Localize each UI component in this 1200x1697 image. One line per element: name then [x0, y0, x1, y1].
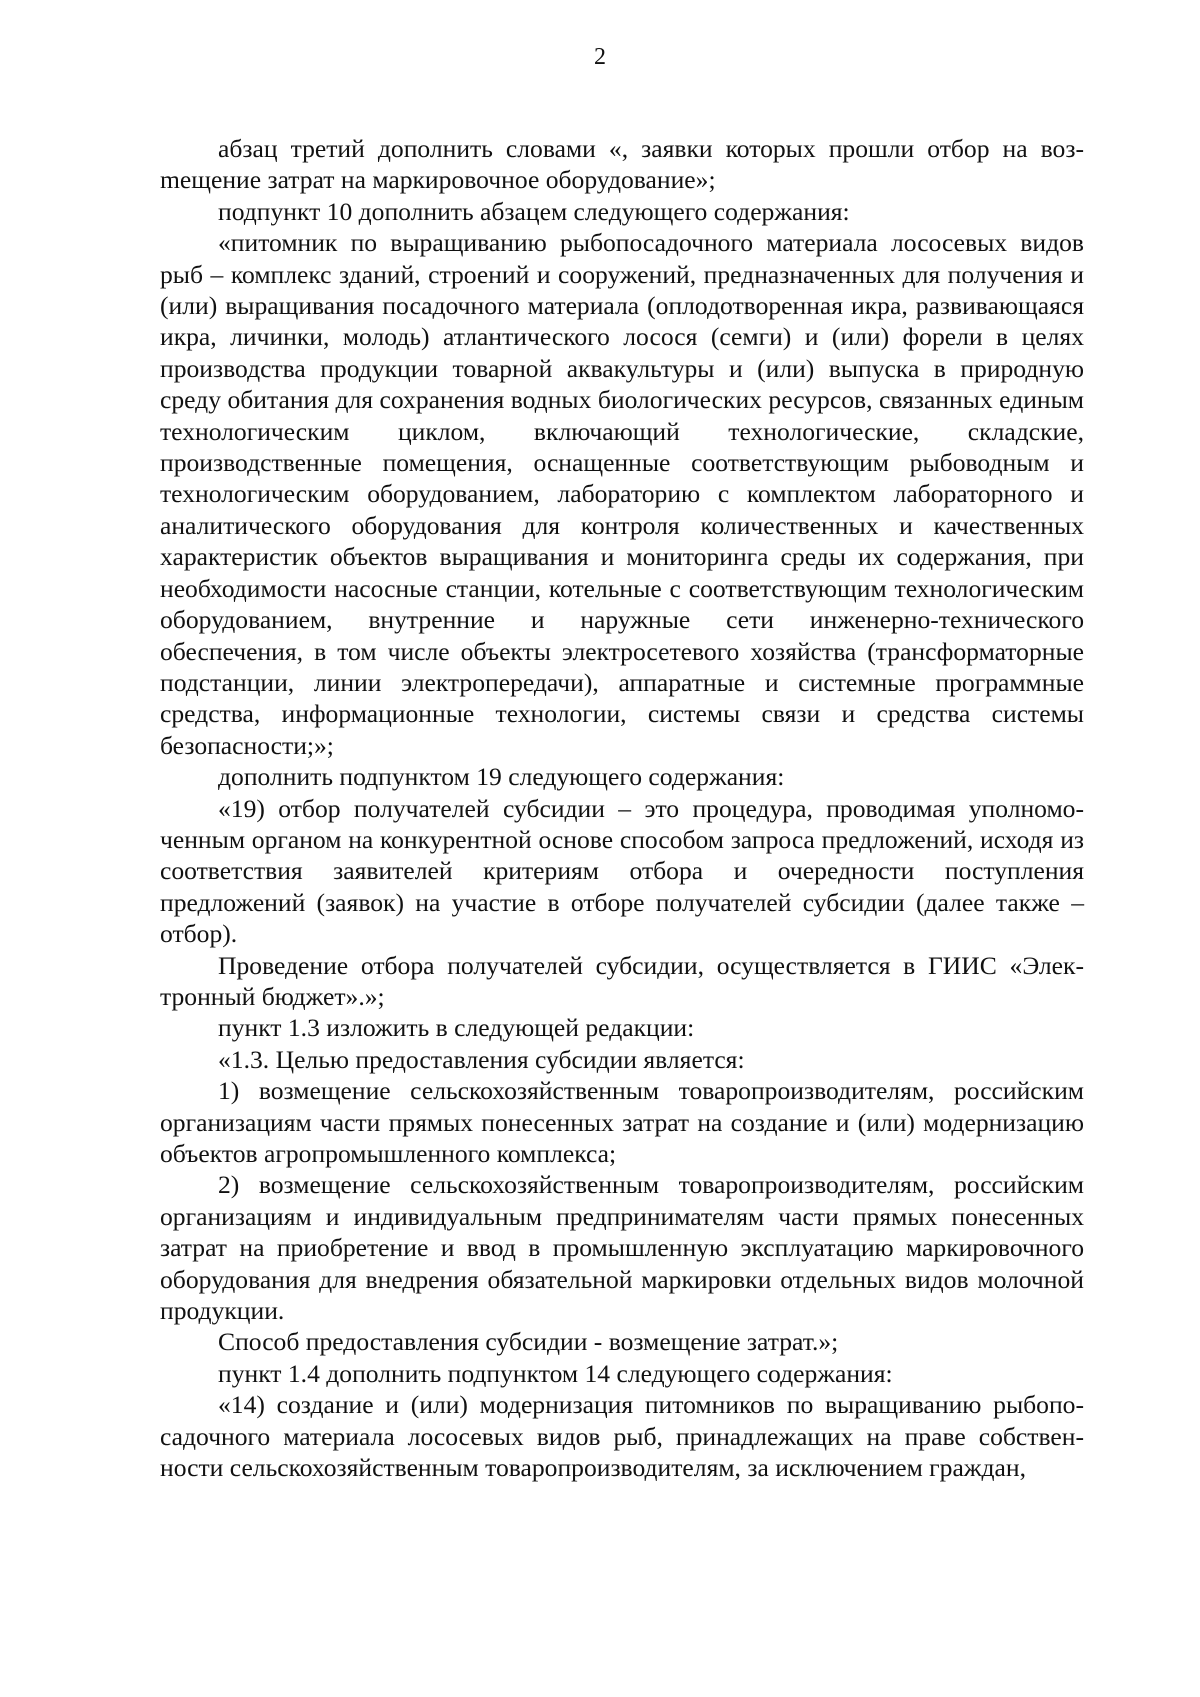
paragraph: Способ предоставления субсидии - возмещение затрат.»; — [218, 1327, 839, 1357]
paragraph: Проведение отбора получателей субсидии, осуществляется в ГИИС «Электронный бюджет».»; — [160, 950, 1084, 1011]
paragraph: подпункт 10 дополнить абзацем следующего содержания: — [218, 196, 850, 226]
paragraph: «14) создание и (или) модернизация питомников по выращиванию рыбопосадочного материала лососевых видов рыб, принадлежащих на праве собственности сельскохозяйственным товаропроизводителям, за исключением граждан, — [160, 1390, 1084, 1483]
paragraph: «19) отбор получателей субсидии – это процедура, проводимая уполномоченным органом на конкурентной основе способом запроса предложений, исходя из соответствия заявителей критериям отбора и очередности поступления предложений (заявок) на участие в отборе получателей субсидии (далее также – отбор). — [160, 793, 1084, 949]
paragraph: абзац третий дополнить словами «, заявки которых прошли отбор на возmещение затрат на маркировочное оборудование»; — [160, 134, 1084, 195]
paragraph: «1.3. Целью предоставления субсидии является: — [218, 1044, 745, 1074]
paragraph: 2) возмещение сельскохозяйственным товаропроизводителям, российским организациям и индивидуальным предпринимателям части прямых понесенных затрат на приобретение и ввод в промышленную эксплуатацию маркировочного оборудования для внедрения обязательной маркировки отдельных видов молочной продукции. — [160, 1170, 1084, 1326]
paragraph: 1) возмещение сельскохозяйственным товаропроизводителям, российским организациям части прямых понесенных затрат на создание и (или) модернизацию объектов агропромышленного комплекса; — [160, 1076, 1084, 1168]
paragraph: пункт 1.3 изложить в следующей редакции: — [218, 1013, 695, 1043]
page-number: 2 — [594, 44, 606, 70]
paragraph: дополнить подпунктом 19 следующего содержания: — [218, 762, 785, 792]
paragraph: «питомник по выращиванию рыбопосадочного материала лососевых видов рыб – комплекс зданий, строений и сооружений, предназначенных для получения и (или) выращивания посадочного материала (оплодотворенная икра, развивающаяся икра, личинки, молодь) атлантического лосося (семги) и (или) форели в целях производства продукции товарной аквакультуры и (или) выпуска в природную среду обитания для сохранения водных биологических ресурсов, связанных единым технологическим циклом, включающий технологические, складские, производственные помещения, оснащенные соответствующим рыбоводным и технологическим оборудованием, лабораторию с комплектом лабораторного и аналитического оборудования для контроля количественных и качественных характеристик объектов выращивания и мониторинга среды их содержания, при необходимости насосные станции, котельные с соответствующим технологическим оборудованием, внутренние и наружные сети инженерно-технического обеспечения, в том числе объекты электросетевого хозяйства (трансформаторные подстанции, линии электропередачи), аппаратные и системные программные средства, информационные технологии, системы связи и средства системы безопасности;»; — [160, 228, 1084, 760]
document-body — [160, 133, 1084, 1483]
paragraph: пункт 1.4 дополнить подпунктом 14 следующего содержания: — [218, 1358, 893, 1388]
